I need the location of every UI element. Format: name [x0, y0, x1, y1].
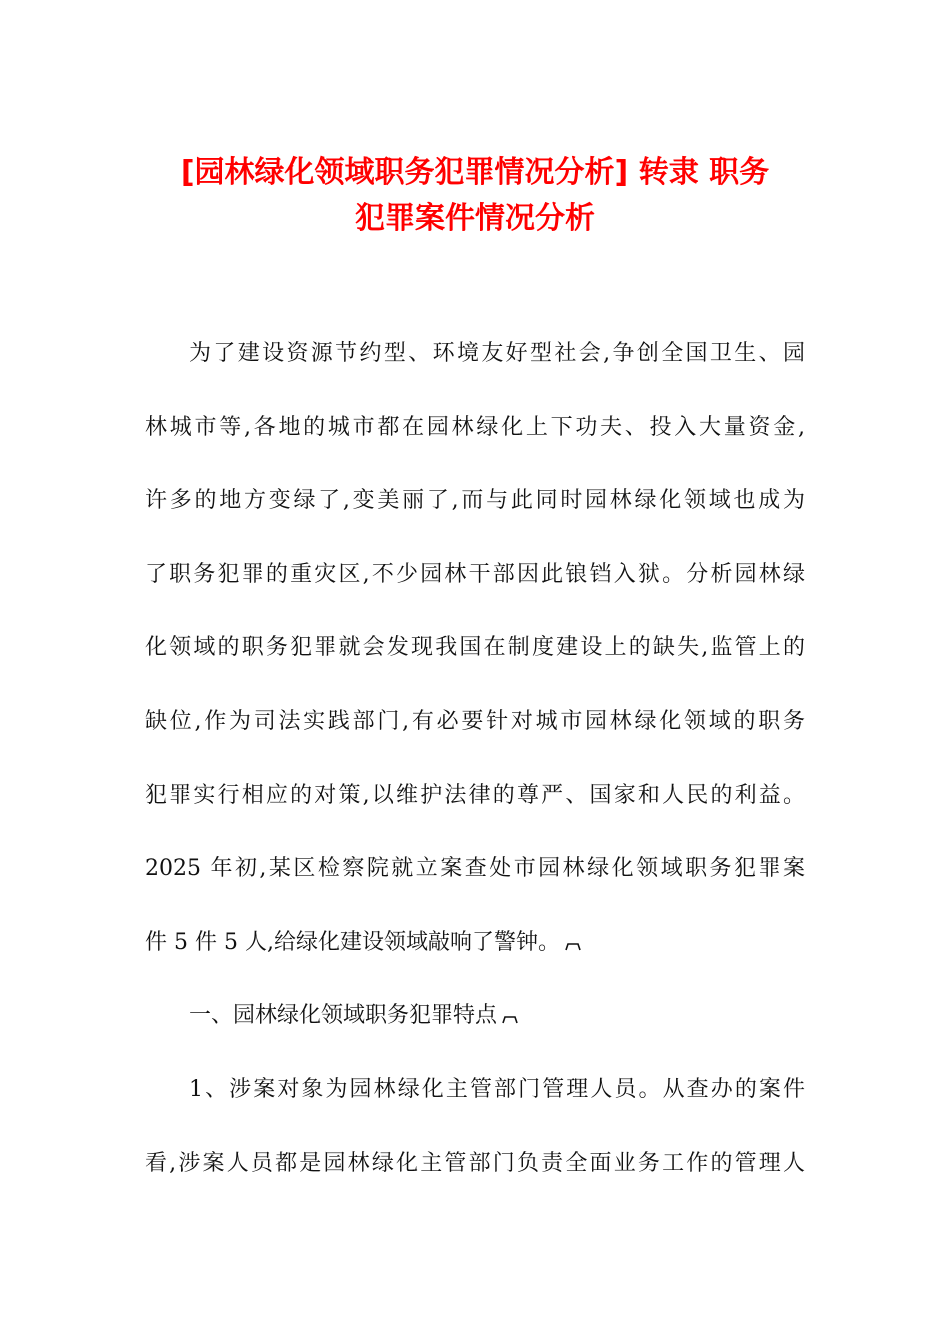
section-heading-1-text: 一、园林绿化领域职务犯罪特点 — [189, 1003, 498, 1029]
body-line-6: 缺位,作为司法实践部门,有必要针对城市园林绿化领域的职务 — [145, 708, 805, 734]
body-line-2: 林城市等,各地的城市都在园林绿化上下功夫、投入大量资金, — [145, 414, 805, 440]
title-line-2: 犯罪案件情况分析 — [355, 201, 595, 236]
body-line-1: 为了建设资源节约型、环境友好型社会,争创全国卫生、园 — [189, 341, 805, 366]
document-body — [145, 330, 805, 1213]
body-line-12: 看,涉案人员都是园林绿化主管部门负责全面业务工作的管理人 — [145, 1150, 805, 1176]
body-line-5: 化领域的职务犯罪就会发现我国在制度建设上的缺失,监管上的 — [145, 635, 805, 661]
paragraph-mark-icon — [502, 994, 518, 1003]
body-line-11: 1、涉案对象为园林绿化主管部门管理人员。从查办的案件 — [189, 1076, 805, 1102]
document-title — [130, 150, 820, 242]
body-line-7: 犯罪实行相应的对策,以维护法律的尊严、国家和人民的利益。 — [145, 782, 805, 808]
body-line-4: 了职务犯罪的重灾区,不少园林干部因此锒铛入狱。分析园林绿 — [145, 561, 805, 587]
body-line-9-text: 件 5 件 5 人,给绿化建设领域敲响了警钟。 — [145, 929, 560, 955]
body-line-9 — [145, 919, 805, 967]
title-line-1: [园林绿化领域职务犯罪情况分析] 转隶 职务 — [180, 155, 770, 190]
paragraph-mark-icon — [565, 921, 581, 930]
body-line-8: 2025 年初,某区检察院就立案查处市园林绿化领域职务犯罪案 — [145, 856, 805, 882]
body-line-3: 许多的地方变绿了,变美丽了,而与此同时园林绿化领域也成为 — [145, 488, 805, 514]
section-heading-1 — [145, 992, 805, 1040]
